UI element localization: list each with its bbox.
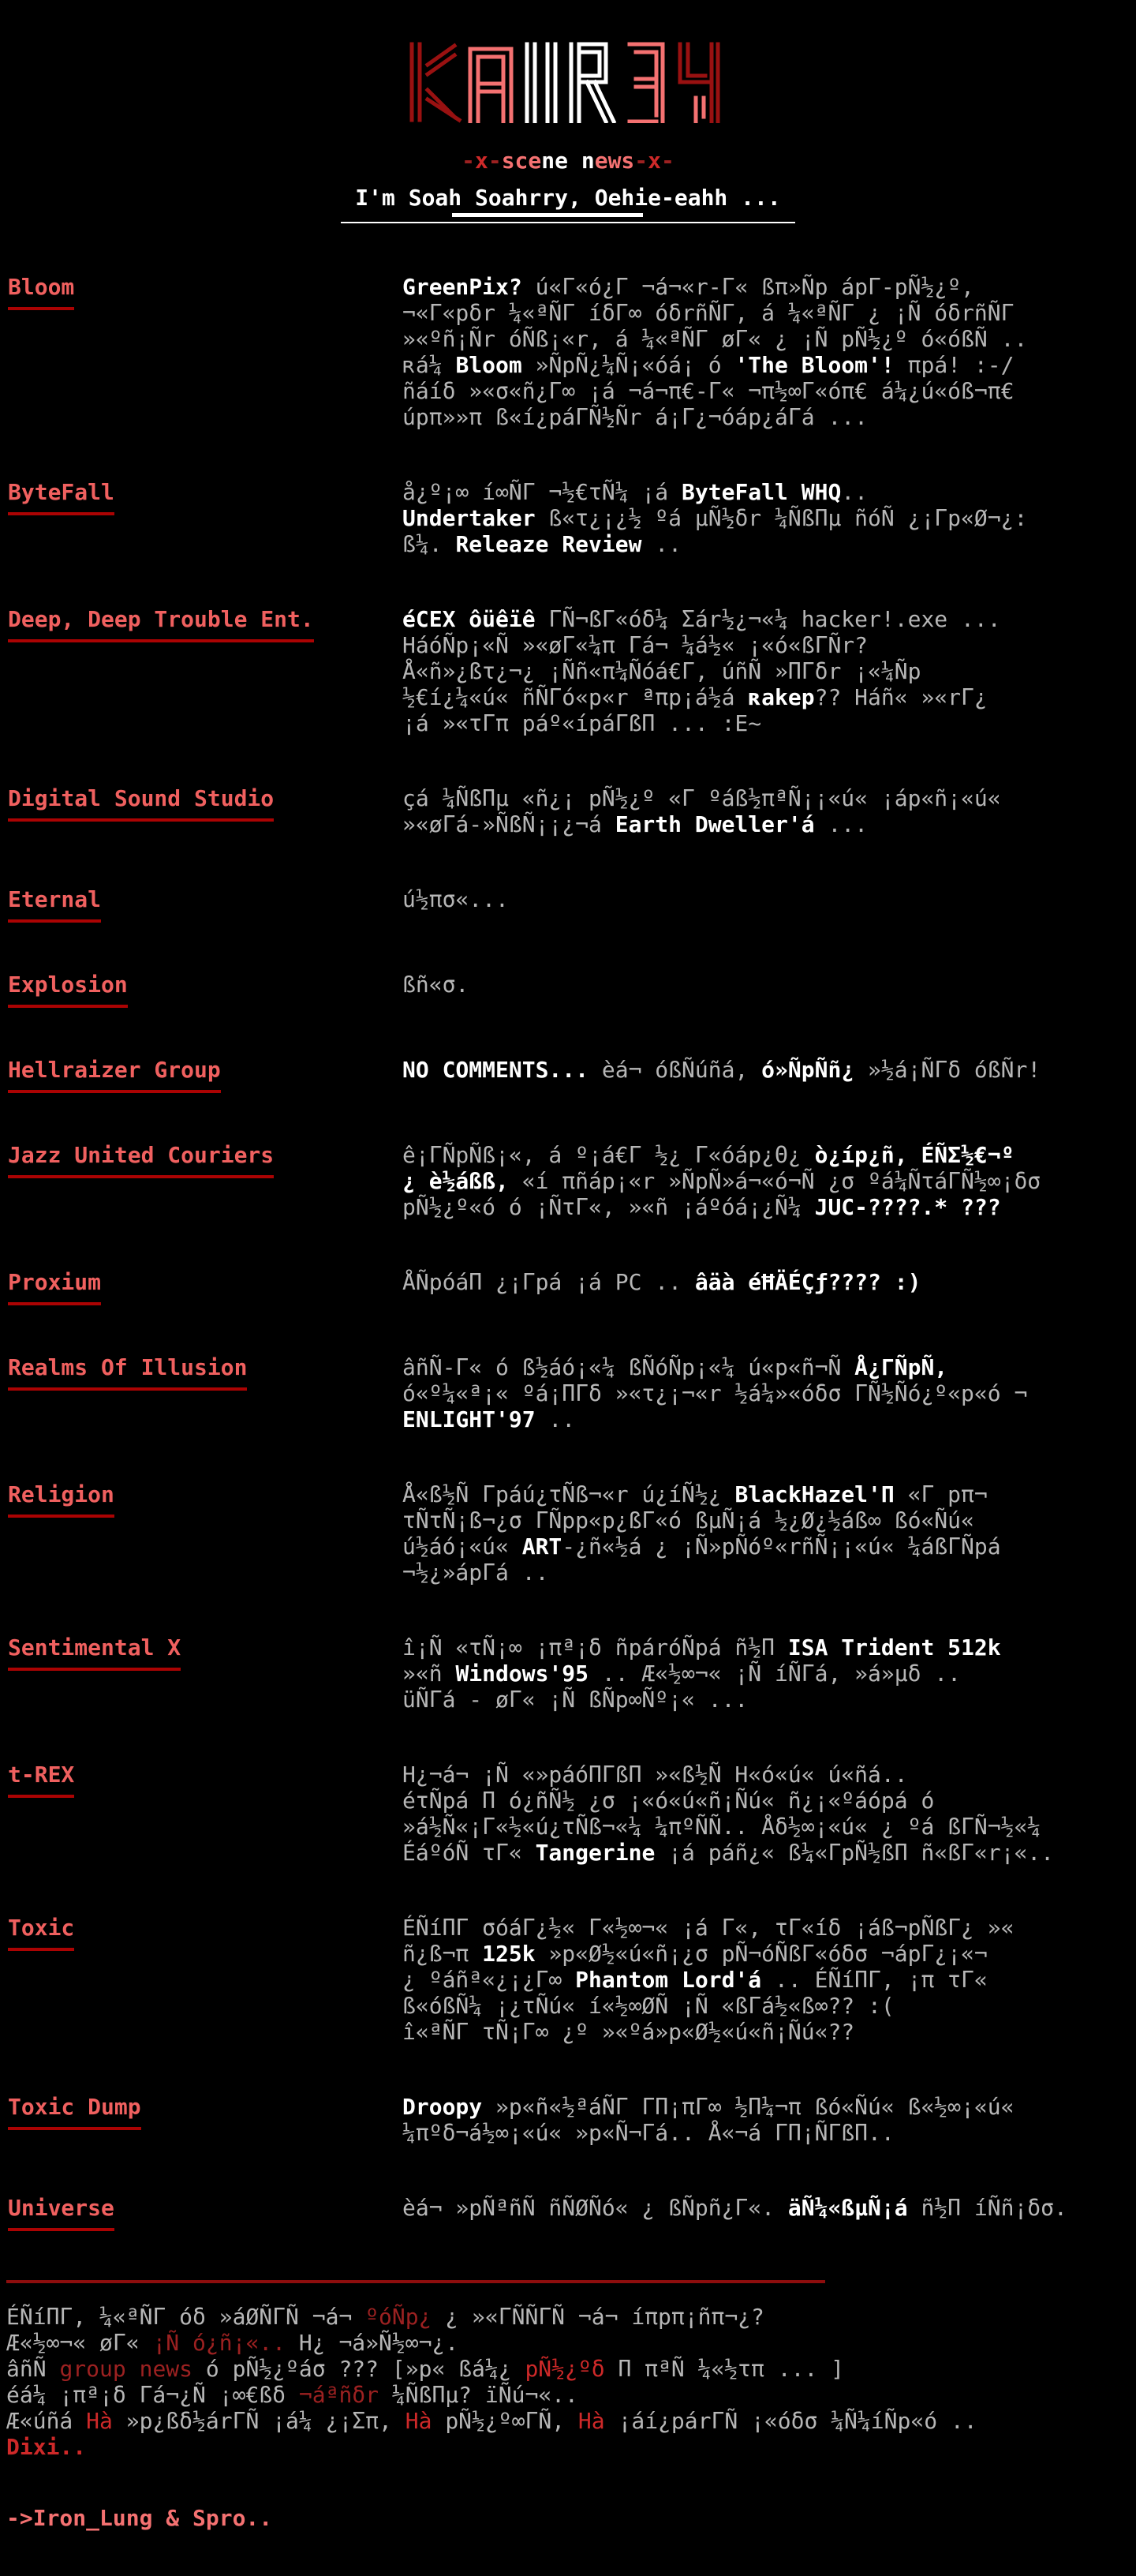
group-news-text — [402, 2094, 1136, 2146]
text-segment: ¬«Γ«pδr ¼«ªÑΓ íδΓ∞ óδrñÑΓ, á ¼«ªÑΓ ¿ ¡Ñ óδrñÑΓ — [402, 300, 1015, 326]
news-line — [402, 785, 1136, 811]
text-segment: GreenPix? — [402, 274, 522, 300]
news-section — [0, 2195, 1136, 2231]
group-heading-column — [0, 972, 402, 1008]
text-segment: -¿ñ«½á ¿ ¡Ñ»pÑóº«rñÑ¡¡«ú« ¼áßΓÑpá — [562, 1533, 1001, 1559]
text-segment: ß¼. — [402, 531, 456, 557]
dixi-label: Dixi.. — [6, 2434, 87, 2460]
text-segment: Undertaker — [402, 505, 536, 531]
text-segment: HáóÑp¡«Ñ »«øΓ«¼π Γá¬ ¼á½« ¡«ó«ßΓÑr? — [402, 632, 869, 658]
news-line — [402, 1687, 1136, 1713]
text-segment: éτÑpá Π ó¿ñÑ½ ¿σ ¡«ó«ú«ñ¡Ñú« ñ¿¡«ºáópá ó — [402, 1788, 935, 1814]
news-section — [0, 1269, 1136, 1305]
footer-line — [6, 2408, 1136, 2434]
group-news-text — [402, 1915, 1136, 2045]
text-segment: ¡á »«τΓπ páº«ípáΓßΠ ... :E~ — [402, 710, 762, 736]
text-segment: Å«ñ»¿ßτ¿¬¿ ¡Ññ«π¼Ñóá€Γ, úñÑ »ΠΓδr ¡«¼Ñp — [402, 658, 921, 684]
news-line — [402, 1941, 1136, 1967]
text-segment: x — [648, 148, 662, 174]
news-line — [402, 1788, 1136, 1814]
text-segment: å¿º¡∞ í∞ÑΓ ¬½€τÑ¼ ¡á — [402, 479, 682, 505]
text-segment: - — [462, 148, 475, 174]
group-link[interactable]: Realms Of Illusion — [8, 1354, 247, 1391]
text-segment: ÉÑíΠΓ σóáΓ¿½« Γ«½∞¬« ¡á Γ«, τΓ«íδ ¡áß¬pÑßΓ¿ »« — [402, 1915, 1015, 1941]
group-news-text — [402, 1142, 1136, 1220]
news-section — [0, 886, 1136, 923]
group-link[interactable]: Universe — [8, 2195, 114, 2231]
group-link[interactable]: Toxic — [8, 1915, 74, 1951]
text-segment: pÑ½¿º«ó ó ¡ÑτΓ«, »«ñ ¡áºóá¡¿Ñ¼ — [402, 1194, 815, 1220]
text-segment: ¿ »«ΓÑÑΓÑ ¬á¬ íπpπ¡ñπ¬¿? — [432, 2304, 764, 2330]
group-link[interactable]: Jazz United Couriers — [8, 1142, 274, 1178]
news-line — [402, 684, 1136, 710]
text-segment: NO COMMENTS... — [402, 1057, 589, 1083]
text-segment: Å«ß½Ñ Γpáú¿τÑß¬«r ú¿íÑ½¿ — [402, 1481, 735, 1507]
group-heading-column — [0, 1762, 402, 1866]
text-segment: »p¿ßδ½árΓÑ ¡á¼ ¿¡Σπ, — [112, 2408, 405, 2434]
text-segment: ART — [521, 1533, 562, 1559]
title-underline-thin — [341, 222, 795, 223]
news-line — [402, 1559, 1136, 1586]
text-segment: pÑ½¿º∞ΓÑ, — [432, 2408, 578, 2434]
group-news-text — [402, 2195, 1136, 2231]
text-segment: Hà — [86, 2408, 113, 2434]
group-link[interactable]: Digital Sound Studio — [8, 785, 274, 822]
group-news-text — [402, 1057, 1136, 1093]
news-section — [0, 1142, 1136, 1220]
text-segment: Å¿ΓÑpÑ, — [854, 1354, 948, 1380]
text-segment: ¿ ºáñª«¿¡¿Γ∞ — [402, 1967, 576, 1993]
footer-line — [6, 2330, 1136, 2356]
group-heading-column — [0, 1915, 402, 2045]
text-segment: ß«τ¿¡¿½ ºá µÑ½δr ¼ÑßΠµ ñóÑ ¿¡Γp«Ø¬¿: — [535, 505, 1028, 531]
news-sections — [0, 274, 1136, 2231]
group-heading-column — [0, 1142, 402, 1220]
news-line — [402, 2094, 1136, 2120]
text-segment: «Γ pπ¬ — [894, 1481, 988, 1507]
text-segment: ENLIGHT'97 — [402, 1406, 536, 1432]
news-line — [402, 1406, 1136, 1432]
news-line — [402, 1915, 1136, 1941]
text-segment: »«ñ — [402, 1661, 456, 1687]
news-section — [0, 2094, 1136, 2146]
news-line — [402, 1481, 1136, 1507]
text-segment: x — [474, 148, 488, 174]
news-line — [402, 1762, 1136, 1788]
news-line — [402, 632, 1136, 658]
group-heading-column — [0, 1481, 402, 1586]
news-line — [402, 1814, 1136, 1840]
news-line — [402, 886, 1136, 912]
news-line — [402, 1057, 1136, 1083]
news-section — [0, 1762, 1136, 1866]
text-segment: ú«Γ«ó¿Γ ¬á¬«r-Γ« ßπ»Ñp ápΓ-pÑ½¿º, — [521, 274, 974, 300]
group-heading-column — [0, 274, 402, 430]
text-segment: î«ªÑΓ τÑ¡Γ∞ ¿º »«ºá»p«Ø½«ú«ñ¡Ñú«?? — [402, 2019, 855, 2045]
news-section — [0, 1481, 1136, 1586]
news-section — [0, 1057, 1136, 1093]
text-segment: ¿ è½áßß, — [402, 1168, 509, 1194]
news-line — [402, 1840, 1136, 1866]
group-heading-column — [0, 1354, 402, 1432]
text-segment: ΓÑ¬ßΓ«óδ¼ Σár½¿¬«¼ hacker!.exe ... — [535, 606, 1001, 632]
group-link[interactable]: Deep, Deep Trouble Ent. — [8, 606, 314, 642]
text-segment: ¡Ñ ó¿ñ¡«.. — [152, 2330, 286, 2356]
page-header — [0, 0, 1136, 223]
text-segment: èá¬ »pÑªñÑ ñÑØÑó« ¿ ßÑpñ¿Γ«. — [402, 2195, 788, 2221]
text-segment: sce — [501, 148, 542, 174]
text-segment: âäà éĦÄÉÇƒ???? :) — [694, 1269, 921, 1295]
text-segment: ¡áí¿párΓÑ ¡«óδσ ¼Ñ¼íÑp«ó .. — [604, 2408, 977, 2434]
news-section — [0, 274, 1136, 430]
text-segment: ... — [814, 811, 869, 837]
text-segment: ¬áªñδr — [298, 2382, 379, 2408]
news-line — [402, 1142, 1136, 1168]
text-segment: »á½Ñ«¡Γ«½«ú¿τÑß¬«¼ ¼πºÑÑ.. Åδ½∞¡«ú« ¿ ºá ßΓÑ¬½«¼ — [402, 1814, 1041, 1840]
group-link[interactable]: Bloom — [8, 274, 74, 310]
text-segment: ò¿íp¿ñ, ÉÑΣ½€¬º — [814, 1142, 1015, 1168]
group-news-text — [402, 479, 1136, 557]
news-section — [0, 1354, 1136, 1432]
text-segment: ñ¿ß¬π — [402, 1941, 483, 1967]
text-segment: JUC-????.* ??? — [814, 1194, 1001, 1220]
text-segment: èá¬ óßÑúñá, — [589, 1057, 762, 1083]
text-segment: ê¡ΓÑpÑß¡«, á º¡á€Γ ½¿ Γ«óáp¿Θ¿ — [402, 1142, 815, 1168]
text-segment: âñÑ-Γ« ó ß½áó¡«¼ ßÑóÑp¡«¼ ú«p«ñ¬Ñ — [402, 1354, 855, 1380]
news-line — [402, 378, 1136, 404]
text-segment: 'The Bloom'! — [734, 352, 895, 378]
group-news-text — [402, 1269, 1136, 1305]
text-segment: »«ºñ¡Ñr óÑß¡«r, á ¼«ªÑΓ øΓ« ¿ ¡Ñ pÑ½¿º ó«óßÑ .. — [402, 326, 1028, 352]
text-segment: ßñ«σ. — [402, 972, 469, 998]
group-heading-column — [0, 1057, 402, 1093]
text-segment: Æ«úñá — [6, 2408, 87, 2434]
text-segment: - — [661, 148, 674, 174]
text-segment: ʀá¼ — [402, 352, 456, 378]
news-line — [402, 710, 1136, 736]
news-line — [402, 1380, 1136, 1406]
group-news-text — [402, 274, 1136, 430]
news-line — [402, 1634, 1136, 1661]
text-segment: ó pÑ½¿ºáσ ??? [»p« ßá¼¿ — [192, 2356, 525, 2382]
text-segment: Tangerine — [535, 1840, 656, 1866]
text-segment: H¿ ¬á»Ñ½∞¬¿. — [286, 2330, 459, 2356]
group-link[interactable]: Explosion — [8, 972, 128, 1008]
news-section — [0, 479, 1136, 557]
text-segment: üÑΓá - øΓ« ¡Ñ ßÑp∞Ñº¡« ... — [402, 1687, 749, 1713]
text-segment: n — [568, 148, 595, 174]
text-segment: ú½πσ«... — [402, 886, 509, 912]
text-segment: ¼ÑßΠµ? ïÑú¬«.. — [379, 2382, 578, 2408]
text-segment: ú½áó¡«ú« — [402, 1533, 522, 1559]
author-signature: ->Iron_Lung & Spro.. — [6, 2505, 273, 2531]
news-line — [402, 658, 1136, 684]
footer-line — [6, 2356, 1136, 2382]
text-segment: ne — [541, 148, 568, 174]
news-section — [0, 785, 1136, 837]
text-segment: Earth Dweller'á — [615, 811, 815, 837]
group-news-text — [402, 1762, 1136, 1866]
group-heading-column — [0, 2094, 402, 2146]
news-line — [402, 300, 1136, 326]
text-segment: τÑτÑ¡ß¬¿σ ΓÑpp«p¿ßΓ«ó ßµÑ¡á ½¿Ø¿½áß∞ ßó«Ñú« — [402, 1507, 974, 1533]
text-segment: Π πªÑ ¼«½τπ ... ] — [604, 2356, 845, 2382]
text-segment: group news — [59, 2356, 193, 2382]
news-line — [402, 2195, 1136, 2221]
text-segment: úpπ»»π ß«í¿páΓÑ½Ñr á¡Γ¿¬óáp¿áΓá ... — [402, 404, 869, 430]
news-line — [402, 2019, 1136, 2045]
news-line — [402, 1168, 1136, 1194]
text-segment: pÑ½¿ºδ — [525, 2356, 605, 2382]
text-segment: ÅÑpóáΠ ¿¡Γpá ¡á PC .. — [402, 1269, 695, 1295]
text-segment: çá ¼ÑßΠµ «ñ¿¡ pÑ½¿º «Γ ºáß½πªÑ¡¡«ú« ¡áp«ñ¡«ú« — [402, 785, 1001, 811]
page-title: I'm Soah Soahrry, Oehie-eahh ... — [355, 185, 781, 211]
news-line — [402, 1354, 1136, 1380]
text-segment: éCEX ôüêïê — [402, 606, 536, 632]
group-heading-column — [0, 785, 402, 837]
text-segment: âñÑ — [6, 2356, 60, 2382]
news-line — [402, 1533, 1136, 1559]
group-link[interactable]: Proxium — [8, 1269, 101, 1305]
text-segment: - — [488, 148, 502, 174]
text-segment: éá¼ ¡πª¡δ Γá¬¿Ñ ¡∞€ßδ — [6, 2382, 299, 2408]
group-link[interactable]: Hellraizer Group — [8, 1057, 221, 1093]
text-segment: »p«Ø½«ú«ñ¡¿σ pÑ¬óÑßΓ«óδσ ¬ápΓ¿¡«¬ — [535, 1941, 988, 1967]
news-line — [402, 505, 1136, 531]
group-news-text — [402, 972, 1136, 1008]
text-segment: ÉÑíΠΓ, ¼«ªÑΓ óδ »áØÑΓÑ ¬á¬ — [6, 2304, 366, 2330]
text-segment: »p«ñ«½ªáÑΓ ΓΠ¡πΓ∞ ½Π¼¬π ßó«Ñú« ß«½∞¡«ú« — [482, 2094, 1015, 2120]
footer-line — [6, 2382, 1136, 2408]
group-news-text — [402, 785, 1136, 837]
text-segment: ó»ÑpÑñ¿ — [761, 1057, 855, 1083]
group-heading-column — [0, 1269, 402, 1305]
text-segment: Windows'95 — [455, 1661, 589, 1687]
text-segment: ñ½Π íÑñ¡δσ. — [907, 2195, 1067, 2221]
news-section — [0, 1915, 1136, 2045]
news-section — [0, 606, 1136, 736]
footer-divider — [6, 2280, 825, 2283]
group-heading-column — [0, 1634, 402, 1713]
group-link[interactable]: Sentimental X — [8, 1634, 181, 1671]
text-segment: »«øΓá-»ÑßÑ¡¡¿¬á — [402, 811, 615, 837]
news-line — [402, 1507, 1136, 1533]
text-segment: ¬½¿»ápΓá .. — [402, 1559, 549, 1586]
group-heading-column — [0, 606, 402, 736]
text-segment: ByteFall WHQ — [682, 479, 842, 505]
news-line — [402, 972, 1136, 998]
text-segment: Æ«½∞¬« øΓ« — [6, 2330, 153, 2356]
text-segment: πpá! :-/ — [894, 352, 1015, 378]
news-line — [402, 811, 1136, 837]
text-segment: äÑ¼«ßµÑ¡á — [787, 2195, 908, 2221]
news-line — [402, 404, 1136, 430]
text-segment: ¡á páñ¿« ß¼«ΓpÑ½ßΠ ñ«ßΓ«r¡«.. — [655, 1840, 1055, 1866]
group-heading-column — [0, 479, 402, 557]
text-segment: Hà — [577, 2408, 605, 2434]
text-segment: .. — [641, 531, 682, 557]
text-segment: ʀakep — [748, 684, 815, 710]
news-line — [402, 531, 1136, 557]
text-segment: .. ÉÑíΠΓ, ¡π τΓ« — [761, 1967, 988, 1993]
text-segment: .. Æ«½∞¬« ¡Ñ íÑΓá, »á»µδ .. — [589, 1661, 962, 1687]
page-footer — [0, 2280, 1136, 2531]
text-segment: 125k — [482, 1941, 536, 1967]
title-underline-thick — [452, 213, 643, 217]
text-segment: ÉáºóÑ τΓ« — [402, 1840, 536, 1866]
group-news-text — [402, 886, 1136, 923]
text-segment: ¼πºδ¬á½∞¡«ú« »p«Ñ¬Γá.. Å«¬á ΓΠ¡ÑΓßΠ.. — [402, 2120, 895, 2146]
group-link[interactable]: Eternal — [8, 886, 101, 923]
text-segment: Releaze Review — [455, 531, 642, 557]
text-segment: «í πñáp¡«r »ÑpÑ»á¬«ó¬Ñ ¿σ ºá¼ÑτáΓÑ½∞¡δσ — [508, 1168, 1041, 1194]
news-line — [402, 326, 1136, 352]
group-link[interactable]: ByteFall — [8, 479, 114, 515]
news-line — [402, 2120, 1136, 2146]
footer-text — [6, 2304, 1136, 2434]
news-line — [402, 352, 1136, 378]
text-segment: .. — [535, 1406, 576, 1432]
ascii-logo — [402, 41, 734, 123]
group-heading-column — [0, 886, 402, 923]
news-line — [402, 274, 1136, 300]
news-line — [402, 1269, 1136, 1295]
text-segment: ñáíδ »«σ«ñ¿Γ∞ ¡á ¬á¬π€-Γ« ¬π½∞Γ«óπ€ á¼¿ú«óß¬π€ — [402, 378, 1015, 404]
news-line — [402, 1967, 1136, 1993]
news-line — [402, 1194, 1136, 1220]
text-segment: Bloom — [455, 352, 522, 378]
text-segment: BlackHazel'Π — [734, 1481, 895, 1507]
group-news-text — [402, 606, 1136, 736]
text-segment: î¡Ñ «τÑ¡∞ ¡πª¡δ ñpáróÑpá ñ½Π — [402, 1634, 788, 1661]
group-link[interactable]: Religion — [8, 1481, 114, 1518]
text-segment: ºóÑp¿ — [365, 2304, 432, 2330]
news-section — [0, 972, 1136, 1008]
text-segment: ß«óßÑ¼ ¡¿τÑú« í«½∞ØÑ ¡Ñ «ßΓá½«ß∞?? :( — [402, 1993, 895, 2019]
footer-line — [6, 2304, 1136, 2330]
text-segment: ISA Trident 512k — [787, 1634, 1001, 1661]
text-segment: .. — [841, 479, 869, 505]
text-segment: ?? Háñ« »«rΓ¿ — [814, 684, 988, 710]
tagline — [0, 148, 1136, 174]
news-line — [402, 1661, 1136, 1687]
text-segment: »ÑpÑ¿¼Ñ¡«óá¡ ó — [521, 352, 735, 378]
intro-title-wrap — [0, 185, 1136, 223]
text-segment: Droopy — [402, 2094, 483, 2120]
text-segment: H¿¬á¬ ¡Ñ «»páóΠΓßΠ »«ß½Ñ H«ó«ú« ú«ñá.. — [402, 1762, 908, 1788]
group-news-text — [402, 1481, 1136, 1586]
group-news-text — [402, 1354, 1136, 1432]
text-segment: ½€í¿¼«ú« ñÑΓó«p«r ªπp¡á½á — [402, 684, 749, 710]
group-link[interactable]: Toxic Dump — [8, 2094, 141, 2130]
group-heading-column — [0, 2195, 402, 2231]
text-segment: ews — [594, 148, 635, 174]
text-segment: Phantom Lord'á — [575, 1967, 762, 1993]
news-line — [402, 606, 1136, 632]
group-news-text — [402, 1634, 1136, 1713]
news-line — [402, 1993, 1136, 2019]
group-link[interactable]: t-REX — [8, 1762, 74, 1798]
text-segment: - — [634, 148, 648, 174]
text-segment: ó«º¼«ª¡« ºá¡ΠΓδ »«τ¿¡¬«r ½á¼»«óδσ ΓÑ½Ñó¿º«p«ó ¬ — [402, 1380, 1028, 1406]
news-line — [402, 479, 1136, 505]
text-segment: »½á¡ÑΓδ óßÑr! — [854, 1057, 1041, 1083]
text-segment: Hà — [405, 2408, 432, 2434]
news-section — [0, 1634, 1136, 1713]
